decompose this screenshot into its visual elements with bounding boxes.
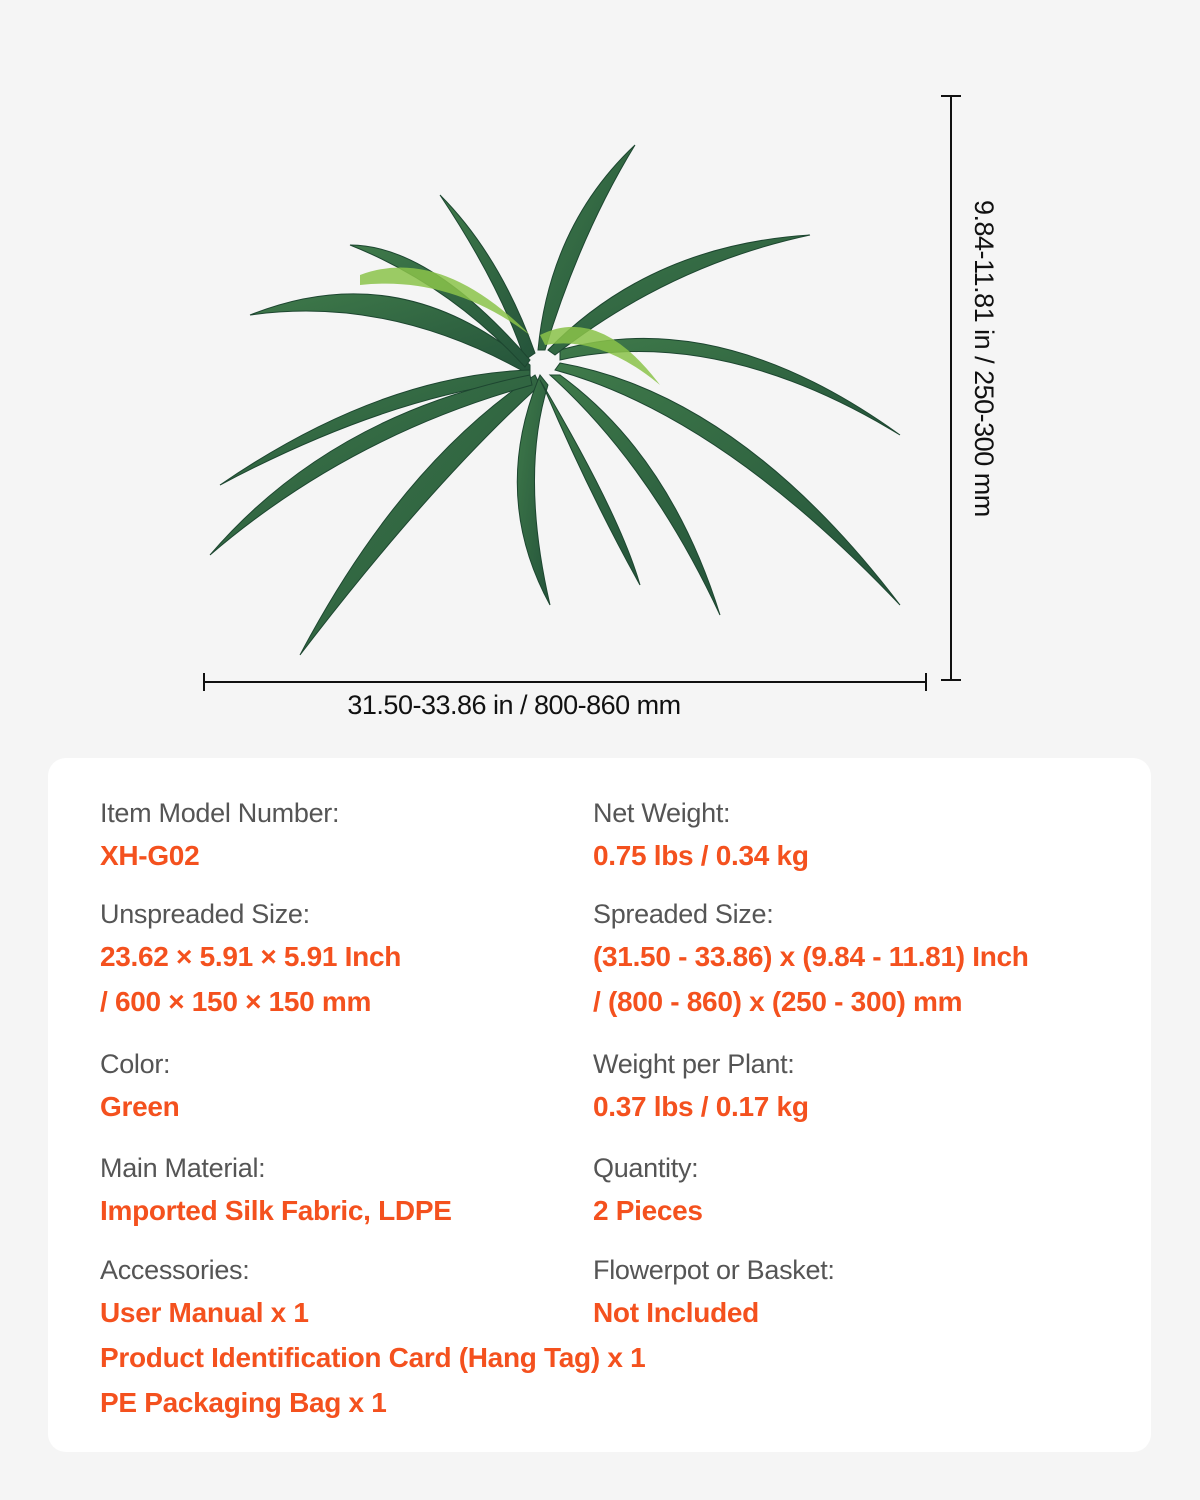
spec-value-line: PE Packaging Bag x 1 — [100, 1387, 387, 1418]
height-dimension-cap-bottom — [941, 679, 961, 681]
spec-label: Color: — [100, 1049, 171, 1079]
spec-value-line: (31.50 - 33.86) x (9.84 - 11.81) Inch — [593, 941, 1029, 972]
spec-value: 2 Pieces — [593, 1195, 703, 1226]
spec-value: Imported Silk Fabric, LDPE — [100, 1195, 452, 1226]
spec-value-line: 23.62 × 5.91 × 5.91 Inch — [100, 941, 402, 972]
width-dimension-line — [204, 681, 926, 683]
spec-label: Spreaded Size: — [593, 899, 774, 929]
width-dimension-cap-right — [925, 673, 927, 691]
spec-value-line: User Manual x 1 — [100, 1297, 309, 1328]
spec-card — [48, 758, 1151, 1452]
spec-value-line: / 600 × 150 × 150 mm — [100, 986, 372, 1017]
spec-value-line: Product Identification Card (Hang Tag) x 1 — [100, 1342, 646, 1373]
spec-label: Flowerpot or Basket: — [593, 1255, 835, 1285]
height-dimension-label: 9.84-11.81 in / 250-300 mm — [969, 200, 999, 517]
spec-accessories — [100, 1250, 645, 1425]
spec-value: Not Included — [593, 1297, 759, 1328]
spec-model — [100, 793, 339, 878]
spec-label: Net Weight: — [593, 798, 731, 828]
spec-label: Accessories: — [100, 1255, 250, 1285]
spec-value: 0.37 lbs / 0.17 kg — [593, 1091, 809, 1122]
spec-value: 0.75 lbs / 0.34 kg — [593, 840, 809, 871]
spec-label: Item Model Number: — [100, 798, 340, 828]
spec-label: Main Material: — [100, 1153, 266, 1183]
spec-net-weight — [593, 793, 809, 878]
spec-weight-per-plant — [593, 1044, 809, 1129]
width-dimension-cap-left — [203, 673, 205, 691]
height-dimension-cap-top — [941, 95, 961, 97]
spec-spreaded-size — [593, 894, 1029, 1024]
spec-quantity — [593, 1148, 703, 1233]
spec-label: Unspreaded Size: — [100, 899, 310, 929]
height-dimension-line — [950, 96, 952, 680]
spec-label: Quantity: — [593, 1153, 699, 1183]
spec-flowerpot — [593, 1250, 835, 1335]
spec-value: Green — [100, 1091, 180, 1122]
spec-label: Weight per Plant: — [593, 1049, 795, 1079]
spec-color — [100, 1044, 179, 1129]
fern-plant-image — [200, 135, 920, 665]
spec-unspreaded-size — [100, 894, 401, 1024]
product-figure — [0, 0, 1200, 740]
spec-value-line: / (800 - 860) x (250 - 300) mm — [593, 986, 963, 1017]
spec-value: XH-G02 — [100, 840, 200, 871]
spec-main-material — [100, 1148, 452, 1233]
width-dimension-label: 31.50-33.86 in / 800-860 mm — [347, 690, 681, 720]
